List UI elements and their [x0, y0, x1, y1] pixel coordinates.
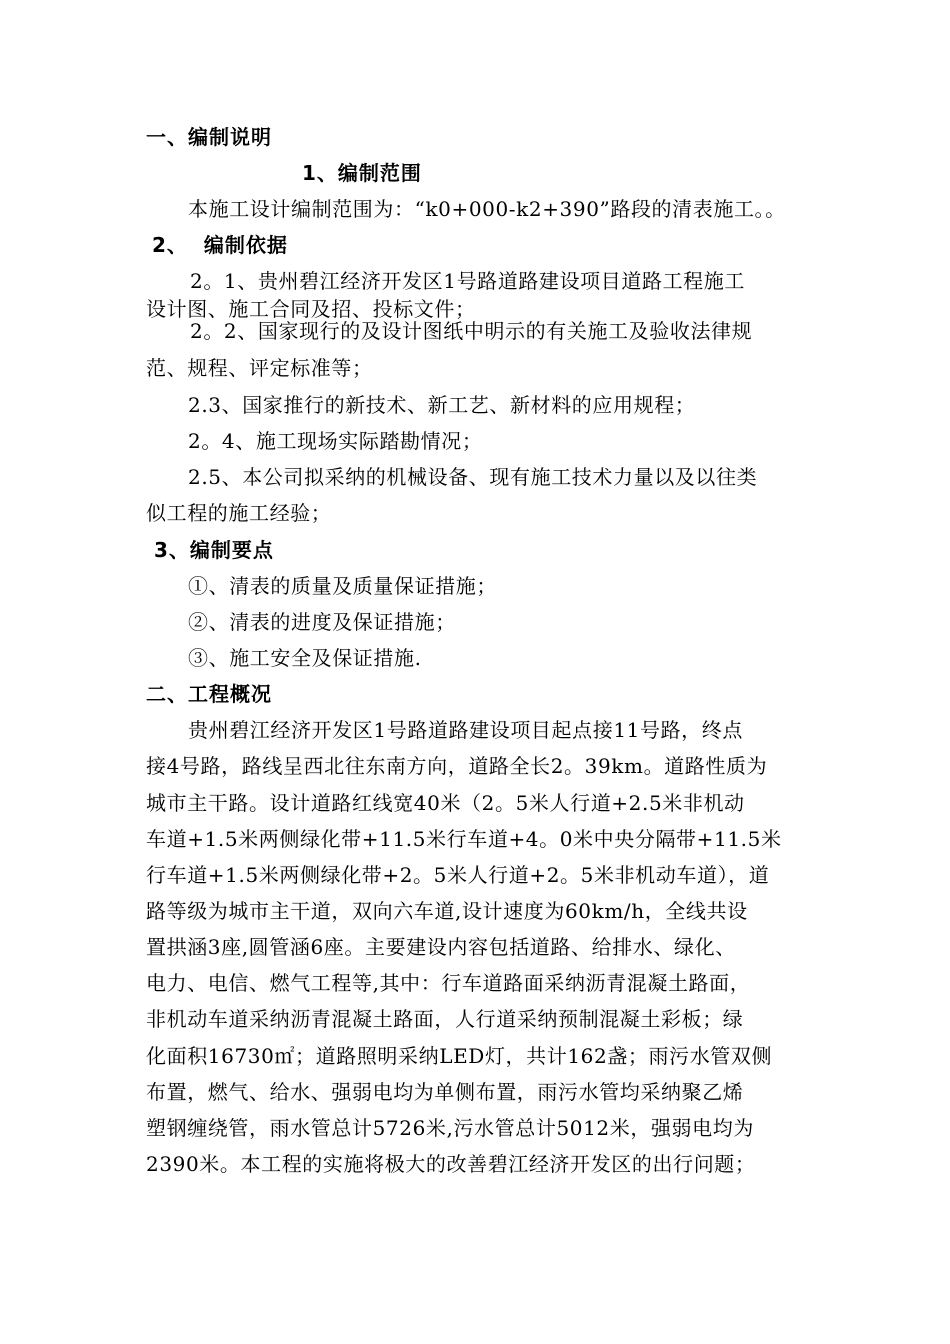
overview-line: 城市主干路。设计道路红线宽40米（2。5米人行道+2.5米非机动	[146, 791, 745, 815]
basis-line: 范、规程、评定标准等；	[146, 356, 373, 380]
overview-line: 接4号路，路线呈西北往东南方向，道路全长2。39km。道路性质为	[146, 754, 768, 778]
overview-line: 布置，燃气、给水、强弱电均为单侧布置，雨污水管均采纳聚乙烯	[146, 1080, 744, 1104]
basis-line: 2。1、贵州碧江经济开发区1号路道路建设项目道路工程施工	[190, 269, 745, 293]
key-point-item: ③、施工安全及保证措施.	[188, 646, 422, 670]
overview-line: 电力、电信、燃气工程等,其中：行车道路面采纳沥青混凝土路面，	[146, 971, 751, 995]
overview-line: 2390米。本工程的实施将极大的改善碧江经济开发区的出行问题；	[146, 1152, 756, 1176]
section-heading-1: 一、编制说明	[146, 125, 272, 149]
basis-line: 似工程的施工经验；	[146, 501, 332, 525]
key-point-item: ②、清表的进度及保证措施；	[188, 610, 456, 634]
subsection-heading-key-points: 3、编制要点	[154, 538, 274, 562]
overview-line: 路等级为城市主干道，双向六车道,设计速度为60km/h，全线共设	[146, 899, 748, 923]
subsection-heading-basis: 2、 编制依据	[152, 233, 288, 257]
overview-line: 行车道+1.5米两侧绿化带+2。5米人行道+2。5米非机动车道），道	[146, 863, 770, 887]
scope-text: 本施工设计编制范围为：“k0+000-k2+390”路段的清表施工。。	[188, 197, 786, 221]
subsection-heading-scope: 1、编制范围	[302, 161, 422, 185]
basis-line: 设计图、施工合同及招、投标文件；	[146, 297, 476, 321]
basis-line: 2。2、国家现行的及设计图纸中明示的有关施工及验收法律规	[190, 319, 753, 343]
basis-line: 2.5、本公司拟采纳的机械设备、现有施工技术力量以及以往类	[188, 465, 758, 489]
key-point-item: ①、清表的质量及质量保证措施；	[188, 574, 497, 598]
overview-line: 塑钢缠绕管，雨水管总计5726米,污水管总计5012米，强弱电均为	[146, 1116, 754, 1140]
basis-line: 2.3、国家推行的新技术、新工艺、新材料的应用规程；	[188, 393, 696, 417]
basis-line: 2。4、施工现场实际踏勘情况；	[188, 429, 483, 453]
overview-line: 贵州碧江经济开发区1号路道路建设项目起点接11号路，终点	[188, 718, 743, 742]
overview-line: 车道+1.5米两侧绿化带+11.5米行车道+4。0米中央分隔带+11.5米	[146, 827, 782, 851]
overview-line: 非机动车道采纳沥青混凝土路面，人行道采纳预制混凝土彩板；绿	[146, 1007, 744, 1031]
overview-line: 置拱涵3座,圆管涵6座。主要建设内容包括道路、给排水、绿化、	[146, 935, 736, 959]
section-heading-2: 二、工程概况	[146, 682, 272, 706]
overview-line: 化面积16730㎡；道路照明采纳LED灯，共计162盏；雨污水管双侧	[146, 1044, 773, 1068]
